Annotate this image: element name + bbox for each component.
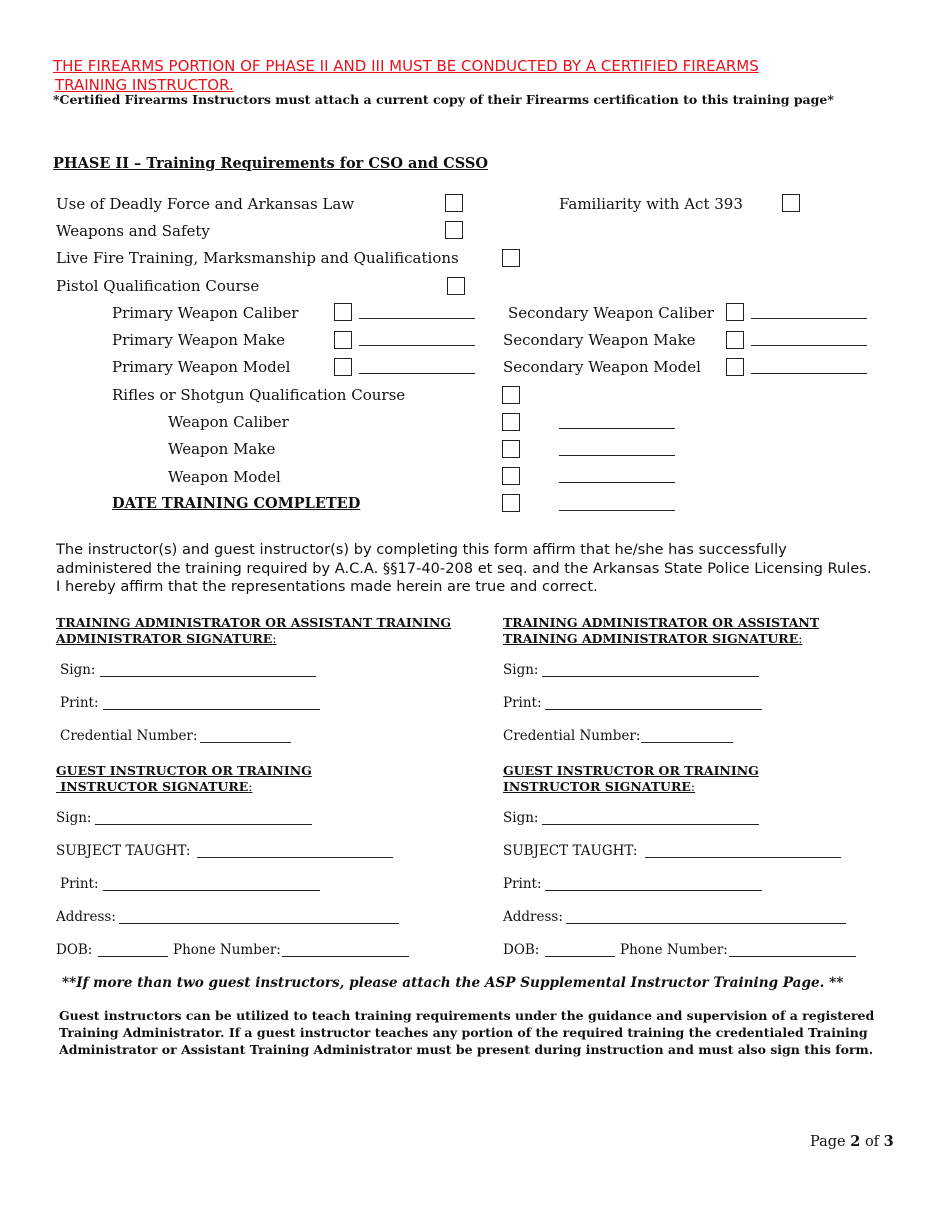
guest-left-dob-line[interactable] [98, 956, 168, 957]
admin-right-print-line[interactable] [545, 709, 762, 710]
primary-model-label: Primary Weapon Model [112, 358, 291, 376]
rifle-course-checkbox[interactable] [502, 386, 520, 404]
secondary-model-checkbox[interactable] [726, 358, 744, 376]
guest-sig-header-left-l2: INSTRUCTOR SIGNATURE [60, 779, 249, 794]
affirmation-paragraph: The instructor(s) and guest instructor(s) by completing this form affirm that he/she has successfully administered the training required by A.C.A. §§17-40-208 et seq. and the Arkansas State Police Licensing Rules. I hereby affirm that the representations made herein are true and correct. [56, 541, 872, 595]
primary-make-label: Primary Weapon Make [112, 331, 285, 349]
guest-left-address-label: Address: [56, 909, 116, 925]
primary-model-checkbox[interactable] [334, 358, 352, 376]
colon: : [248, 779, 253, 794]
page-current: 2 [850, 1133, 861, 1150]
colon: : [272, 631, 277, 646]
admin-sig-header-right-l2: TRAINING ADMINISTRATOR SIGNATURE [503, 631, 799, 646]
guest-right-phone-label: Phone Number: [620, 942, 728, 958]
admin-left-credential-line[interactable] [200, 742, 291, 743]
rifle-course-label: Rifles or Shotgun Qualification Course [112, 386, 406, 404]
guest-right-address-label: Address: [503, 909, 563, 925]
guest-right-dob-label: DOB: [503, 942, 540, 958]
guest-right-print-label: Print: [503, 876, 542, 892]
live-fire-checkbox[interactable] [502, 249, 520, 267]
primary-caliber-label: Primary Weapon Caliber [112, 304, 299, 322]
guest-right-sign-line[interactable] [542, 824, 759, 825]
primary-make-line[interactable] [359, 345, 475, 346]
secondary-caliber-label: Secondary Weapon Caliber [508, 304, 714, 322]
guest-right-dob-line[interactable] [545, 956, 615, 957]
weapon-caliber-label: Weapon Caliber [168, 413, 289, 431]
guest-sig-header-right-l1: GUEST INSTRUCTOR OR TRAINING [503, 763, 759, 778]
guest-left-dob-label: DOB: [56, 942, 93, 958]
guest-right-subject-label: SUBJECT TAUGHT: [503, 843, 638, 859]
guest-left-subject-line[interactable] [197, 857, 393, 858]
guest-right-address-line[interactable] [566, 923, 846, 924]
guest-left-sign-line[interactable] [95, 824, 312, 825]
secondary-make-line[interactable] [751, 345, 867, 346]
date-completed-checkbox[interactable] [502, 494, 520, 512]
admin-left-print-line[interactable] [103, 709, 320, 710]
weapon-model-label: Weapon Model [168, 468, 281, 486]
admin-left-credential-label: Credential Number: [60, 728, 198, 744]
guest-instructor-paragraph: Guest instructors can be utilized to teach training requirements under the guidance and supervision of a registered Training Administrator. If a guest instructor teaches any portion of the required training the credentialed Training Administrator or Assistant Training Administrator must be present during instruction and must also sign this form. [59, 1008, 875, 1057]
firearms-notice-line2: TRAINING INSTRUCTOR. [55, 76, 234, 94]
guest-left-subject-label: SUBJECT TAUGHT: [56, 843, 191, 859]
familiarity-label: Familiarity with Act 393 [559, 195, 743, 213]
guest-left-phone-line[interactable] [282, 956, 409, 957]
admin-sig-header-left-l2: ADMINISTRATOR SIGNATURE [56, 631, 273, 646]
page-of: of [864, 1134, 880, 1150]
guest-instructor-note: **If more than two guest instructors, please attach the ASP Supplemental Instructor Training Page. ** [62, 975, 844, 991]
secondary-model-line[interactable] [751, 373, 867, 374]
admin-right-sign-line[interactable] [542, 676, 759, 677]
page-number [810, 1133, 894, 1150]
primary-caliber-line[interactable] [359, 318, 475, 319]
date-completed-line[interactable] [559, 510, 675, 511]
admin-right-sign-label: Sign: [503, 662, 539, 678]
phase-title: PHASE II – Training Requirements for CSO and CSSO [53, 155, 488, 172]
guest-left-print-label: Print: [60, 876, 99, 892]
guest-right-sign-label: Sign: [503, 810, 539, 826]
familiarity-checkbox[interactable] [782, 194, 800, 212]
admin-left-print-label: Print: [60, 695, 99, 711]
primary-model-line[interactable] [359, 373, 475, 374]
use-of-force-checkbox[interactable] [445, 194, 463, 212]
secondary-make-label: Secondary Weapon Make [503, 331, 696, 349]
colon: : [690, 779, 696, 794]
weapon-model-line[interactable] [559, 482, 675, 483]
admin-left-sign-line[interactable] [100, 676, 316, 677]
secondary-caliber-line[interactable] [751, 318, 867, 319]
primary-make-checkbox[interactable] [334, 331, 352, 349]
weapon-make-line[interactable] [559, 455, 675, 456]
admin-left-sign-label: Sign: [60, 662, 96, 678]
certification-note: *Certified Firearms Instructors must attach a current copy of their Firearms certification to this training page* [53, 92, 834, 107]
firearms-notice-line1: THE FIREARMS PORTION OF PHASE II AND III MUST BE CONDUCTED BY A CERTIFIED FIREARMS [53, 57, 759, 75]
use-of-force-label: Use of Deadly Force and Arkansas Law [56, 195, 355, 213]
admin-right-credential-label: Credential Number: [503, 728, 641, 744]
secondary-model-label: Secondary Weapon Model [503, 358, 701, 376]
admin-sig-header-right-l1: TRAINING ADMINISTRATOR OR ASSISTANT [503, 615, 820, 630]
secondary-caliber-checkbox[interactable] [726, 303, 744, 321]
weapons-safety-label: Weapons and Safety [56, 222, 210, 240]
guest-left-phone-label: Phone Number: [173, 942, 281, 958]
pistol-course-checkbox[interactable] [447, 277, 465, 295]
guest-right-phone-line[interactable] [729, 956, 856, 957]
guest-left-print-line[interactable] [103, 890, 320, 891]
guest-sig-header-right-l2: INSTRUCTOR SIGNATURE [503, 779, 691, 794]
guest-sig-header-right [503, 763, 759, 795]
guest-right-print-line[interactable] [545, 890, 762, 891]
admin-right-print-label: Print: [503, 695, 542, 711]
guest-sig-header-left [56, 763, 312, 795]
weapon-make-checkbox[interactable] [502, 440, 520, 458]
admin-sig-header-left [56, 615, 451, 647]
admin-sig-header-left-l1: TRAINING ADMINISTRATOR OR ASSISTANT TRAINING [56, 615, 452, 630]
weapon-model-checkbox[interactable] [502, 467, 520, 485]
date-completed-label: DATE TRAINING COMPLETED [112, 495, 361, 512]
guest-left-sign-label: Sign: [56, 810, 92, 826]
weapon-caliber-line[interactable] [559, 428, 675, 429]
weapons-safety-checkbox[interactable] [445, 221, 463, 239]
weapon-make-label: Weapon Make [168, 440, 276, 458]
admin-sig-header-right [503, 615, 819, 647]
colon: : [798, 631, 803, 646]
page-label: Page [810, 1134, 846, 1150]
page-total: 3 [883, 1133, 894, 1150]
guest-left-address-line[interactable] [119, 923, 399, 924]
weapon-caliber-checkbox[interactable] [502, 413, 520, 431]
primary-caliber-checkbox[interactable] [334, 303, 352, 321]
admin-right-credential-line[interactable] [641, 742, 733, 743]
pistol-course-label: Pistol Qualification Course [56, 277, 260, 295]
live-fire-label: Live Fire Training, Marksmanship and Qualifications [56, 249, 459, 267]
guest-sig-header-left-l1: GUEST INSTRUCTOR OR TRAINING [56, 763, 312, 778]
secondary-make-checkbox[interactable] [726, 331, 744, 349]
guest-right-subject-line[interactable] [645, 857, 841, 858]
